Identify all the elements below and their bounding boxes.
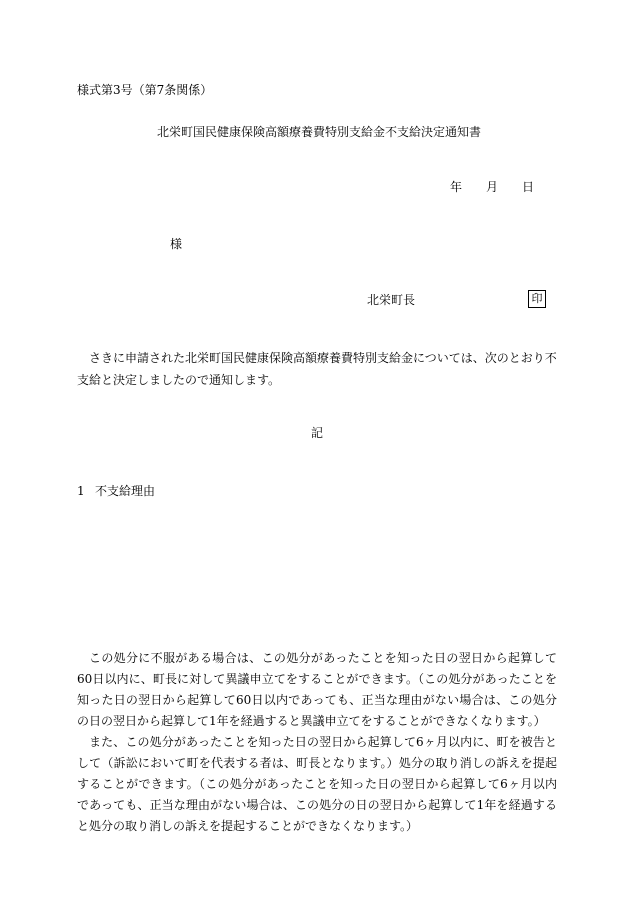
form-number: 様式第3号（第7条関係）	[77, 83, 213, 97]
addressee-suffix: 様	[170, 237, 183, 251]
appeal-notice-paragraph-1: この処分に不服がある場合は、この処分があったことを知った日の翌日から起算して60日以内に、町長に対して異議申立てをすることができます。（この処分があったことを知った日の翌日から起算して60日以内であっても、正当な理由がない場合は、この処分の日の翌日から起算して1年を経過すると異議申立てをすることができなくなります。）	[77, 651, 557, 728]
section-1-label: 不支給理由	[95, 484, 156, 498]
date-year-label: 年	[450, 180, 463, 194]
document-title: 北栄町国民健康保険高額療養費特別支給金不支給決定通知書	[157, 125, 482, 139]
section-1-number: 1	[77, 484, 85, 498]
appeal-notice-paragraph-2: また、この処分があったことを知った日の翌日から起算して6ヶ月以内に、町を被告として（訴訟において町を代表する者は、町長となります。）処分の取り消しの訴えを提起することができます。（この処分があったことを知った日の翌日から起算して6ヶ月以内であっても、正当な理由がない場合は、この処分の日の翌日から起算して1年を経過すると処分の取り消しの訴えを提起することができなくなります。）	[77, 735, 557, 833]
date-day-label: 日	[522, 180, 535, 194]
section-1-heading	[77, 484, 155, 498]
appeal-notice	[77, 648, 557, 837]
seal-mark: 印	[528, 290, 546, 308]
intro-paragraph: さきに申請された北栄町国民健康保険高額療養費特別支給金については、次のとおり不支給と決定しましたので通知します。	[77, 351, 557, 387]
ki-heading: 記	[311, 426, 324, 440]
issuer-name: 北栄町長	[367, 293, 416, 307]
date-line	[450, 180, 534, 194]
date-month-label: 月	[486, 180, 499, 194]
